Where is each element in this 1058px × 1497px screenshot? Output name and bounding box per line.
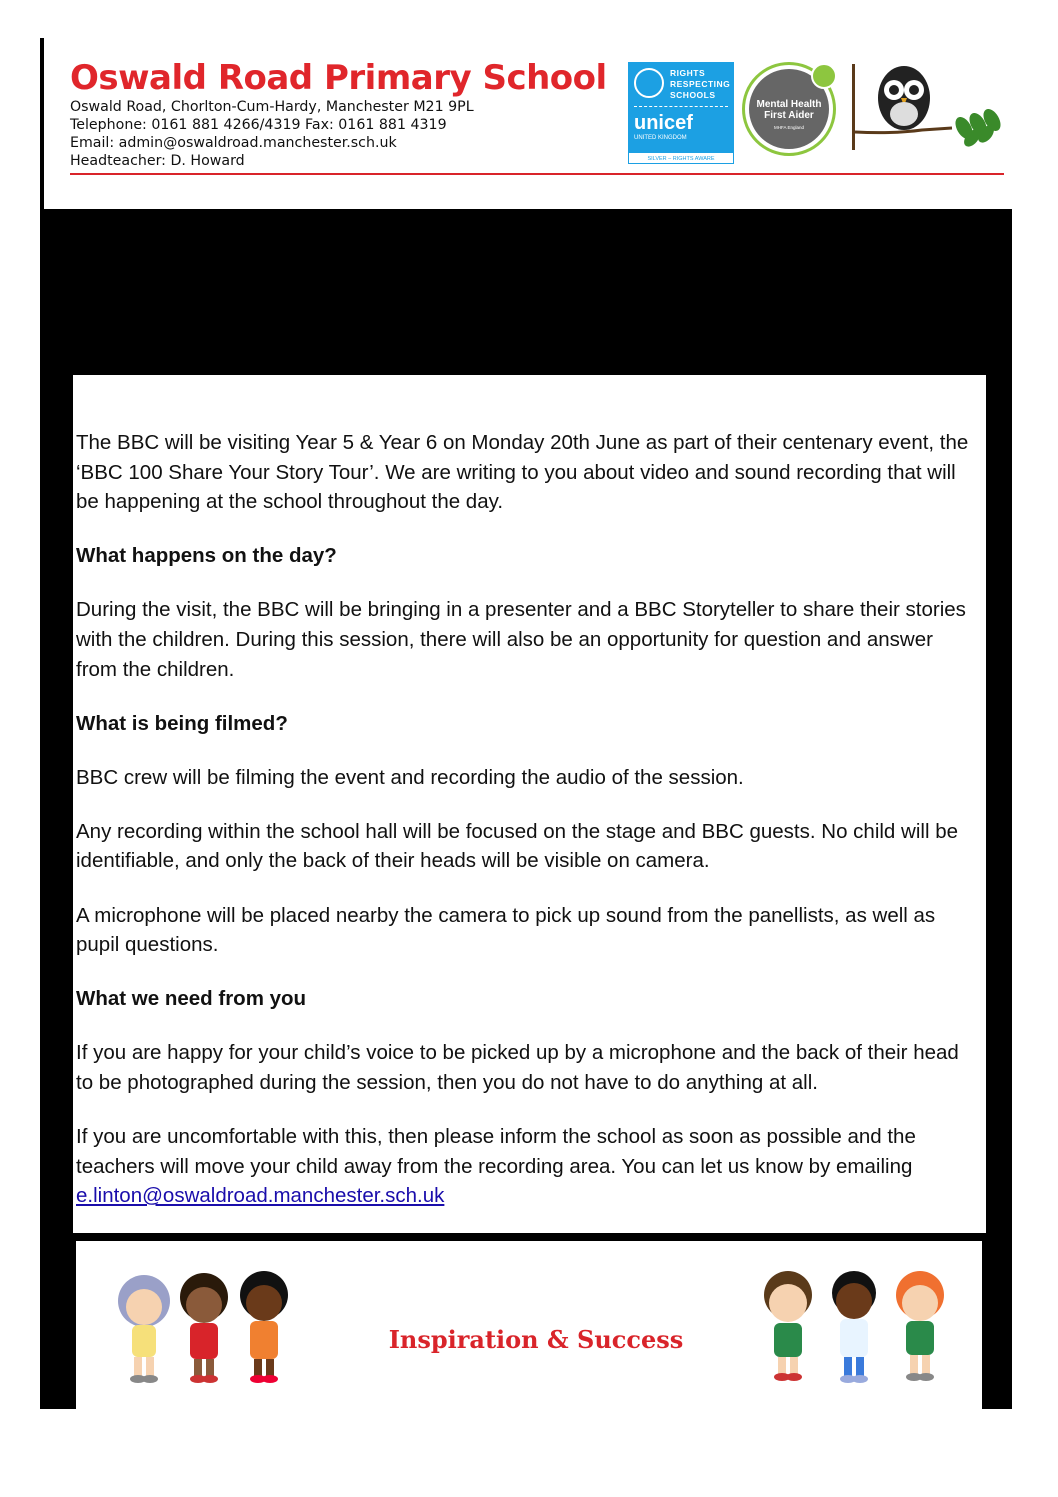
paragraph-happy: If you are happy for your child’s voice to be picked up by a microphone and the back of their head to be photographed during the session, then you do not have to do anything at all. <box>76 1041 959 1094</box>
footer-banner <box>76 1241 982 1409</box>
heading-what-we-need: What we need from you <box>76 987 307 1011</box>
unicef-rights-respecting-logo: RIGHTS RESPECTING SCHOOLS unicef UNITED KINGDOM SILVER – RIGHTS AWARE <box>628 62 734 164</box>
left-margin-rule <box>40 38 44 210</box>
letterhead <box>70 58 630 170</box>
school-address: Oswald Road, Chorlton-Cum-Hardy, Manchester M21 9PL <box>70 99 474 115</box>
paragraph-recording: Any recording within the school hall will be focused on the stage and BBC guests. No child will be identifiable, and only the back of their heads will be visible on camera. <box>76 819 958 873</box>
intro-paragraph: The BBC will be visiting Year 5 & Year 6 on Monday 20th June as part of their centenary event, the ‘BBC 100 Share Your Story Tour’. We are writing to you about video and sound recording that will be happening at the school throughout the day. <box>76 431 969 514</box>
letter-body <box>76 428 978 1211</box>
paragraph-uncomfortable: If you are uncomfortable with this, then please inform the school as soon as possible and the teachers will move your child away from the recording area. You can let us know by emailing e.linton@oswaldroad.manchester.sch.uk <box>76 1125 916 1208</box>
black-divider <box>73 1233 986 1241</box>
black-banner <box>40 209 1012 375</box>
black-border-right <box>986 375 1012 1409</box>
paragraph-crew: BBC crew will be filming the event and recording the audio of the session. <box>76 765 744 789</box>
children-illustration-left <box>94 1261 314 1391</box>
globe-icon <box>634 68 664 98</box>
black-border-left <box>40 375 73 1409</box>
paragraph-microphone: A microphone will be placed nearby the camera to pick up sound from the panellists, as well as pupil questions. <box>76 903 936 957</box>
mental-health-first-aider-logo: Mental Health First Aider MHFA England <box>742 62 836 156</box>
school-telephone: Telephone: 0161 881 4266/4319 Fax: 0161 881 4319 <box>70 117 447 133</box>
school-slogan: Inspiration & Success <box>388 1325 684 1354</box>
children-illustration-right <box>744 1261 974 1391</box>
school-email: Email: admin@oswaldroad.manchester.sch.uk <box>70 135 397 151</box>
owl-logo <box>852 62 1008 152</box>
leaf-icon <box>811 63 837 89</box>
heading-what-happens: What happens on the day? <box>76 544 337 568</box>
header-divider <box>70 173 1004 175</box>
paragraph-visit: During the visit, the BBC will be bringing in a presenter and a BBC Storyteller to share their stories with the children. During this session, there will also be an opportunity for question and answer from the children. <box>76 598 966 681</box>
school-name: Oswald Road Primary School <box>70 58 607 98</box>
heading-what-filmed: What is being filmed? <box>76 711 288 735</box>
contact-email-link[interactable]: e.linton@oswaldroad.manchester.sch.uk <box>76 1184 445 1208</box>
headteacher: Headteacher: D. Howard <box>70 153 245 169</box>
